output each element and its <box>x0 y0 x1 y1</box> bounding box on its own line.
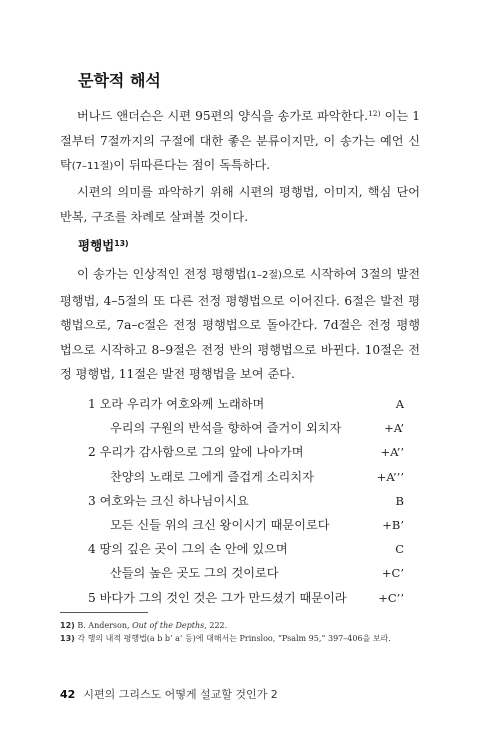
verse-line <box>88 465 404 489</box>
genre-sentence-cont: 이는 1절부터 7절까지의 구절에 대한 좋은 분류이지만, 이 송가는 예언 신탁 <box>60 109 420 173</box>
footnote-divider <box>60 612 148 613</box>
parallelism-label: +C’ <box>381 566 404 581</box>
verse-line <box>88 513 404 537</box>
verse-text: 2 우리가 감사함으로 그의 앞에 나아가며 <box>88 445 304 460</box>
footnote-text: 각 행의 내적 평행법(a b b’ a’ 등)에 대해서는 Prinsloo, “Psalm 95,” 397–406을 보라. <box>74 634 391 643</box>
parallelism-label: +A’ <box>384 421 404 436</box>
verse-line <box>88 489 404 513</box>
verse-text: 5 바다가 그의 것인 것은 그가 만드셨기 때문이라 <box>88 590 347 605</box>
parallelism-label: +B’ <box>382 517 404 532</box>
subheading-text: 평행법 <box>78 238 115 253</box>
verse-line <box>88 561 404 585</box>
verse-text: 찬양의 노래로 그에게 즐겁게 소리치자 <box>110 469 314 484</box>
psalm-verse-list <box>88 392 404 610</box>
footnote-ref-12[interactable]: 12) <box>368 108 381 118</box>
verse-line <box>88 586 404 610</box>
footnote-book-title: Out of the Depths <box>132 621 205 630</box>
paragraph-genre-text <box>60 104 420 180</box>
parallelism-label: B <box>395 493 404 508</box>
verse-text: 4 땅의 깊은 곳이 그의 손 안에 있으며 <box>88 542 288 557</box>
footnote-13 <box>60 633 440 644</box>
parallelism-label: +A’’ <box>380 445 404 460</box>
parallelism-label: C <box>395 542 404 557</box>
section-title: 문학적 해석 <box>78 71 161 90</box>
genre-sentence-end: 이 뒤따른다는 점이 독특하다. <box>113 158 271 173</box>
footnote-12 <box>60 620 440 631</box>
footnote-page: , 222. <box>204 621 228 630</box>
verse-text: 산들의 높은 곳도 그의 것이로다 <box>110 566 279 581</box>
verse-line <box>88 392 404 416</box>
paragraph-parallelism <box>60 262 420 387</box>
parallelism-sentence: 이 송가는 인상적인 전정 평행법 <box>77 267 247 281</box>
page-number: 42 <box>60 688 76 701</box>
page-footer <box>60 686 278 702</box>
parallelism-sentence-cont: 으로 시작하여 3절의 발전 평행법, 4–5절의 또 다른 전정 평행법으로 이어진다. 6절은 발전 평행법으로, 7a–c절은 전정 평행법으로 돌아간다. 7d절은 전정 평행법으로 시작하고 8–9절은 전정 반의 평행법으로 바뀐다. 10절은 전정 평행법, 11절은 발전 평행법을 보여 준다. <box>60 267 421 382</box>
paragraph-genre <box>60 104 420 180</box>
verse-line <box>88 416 404 440</box>
verse-range-opening: (1–2절) <box>246 270 282 281</box>
subheading-parallelism <box>78 236 129 254</box>
verse-text: 우리의 구원의 반석을 향하여 즐거이 외치자 <box>110 421 342 436</box>
verse-text: 1 오라 우리가 여호와께 노래하며 <box>88 397 265 411</box>
verse-text: 3 여호와는 크신 하나님이시요 <box>88 493 249 508</box>
verse-line <box>88 537 404 561</box>
footnote-ref-13[interactable]: 13) <box>114 238 129 248</box>
footnote-number: 12) <box>60 621 75 630</box>
paragraph-method <box>60 180 420 229</box>
paragraph-parallelism-text <box>60 262 420 387</box>
paragraph-method-text: 시편의 의미를 파악하기 위해 시편의 평행법, 이미지, 핵심 단어 반복, 구조를 차례로 살펴볼 것이다. <box>60 185 420 224</box>
footnote-number: 13) <box>60 634 75 643</box>
genre-sentence: 버나드 앤더슨은 시편 95편의 양식을 송가로 파악한다. <box>77 109 368 123</box>
footnote-author: B. Anderson, <box>74 621 133 630</box>
running-title: 시편의 그리스도 어떻게 설교할 것인가 2 <box>83 688 278 701</box>
parallelism-label: +A’’’ <box>376 469 404 484</box>
verse-line <box>88 440 404 464</box>
verse-range-oracle: (7–11절) <box>71 161 114 173</box>
parallelism-label: +C’’ <box>378 590 404 605</box>
parallelism-label: A <box>395 397 404 411</box>
verse-text: 모든 신들 위의 크신 왕이시기 때문이로다 <box>110 517 330 532</box>
